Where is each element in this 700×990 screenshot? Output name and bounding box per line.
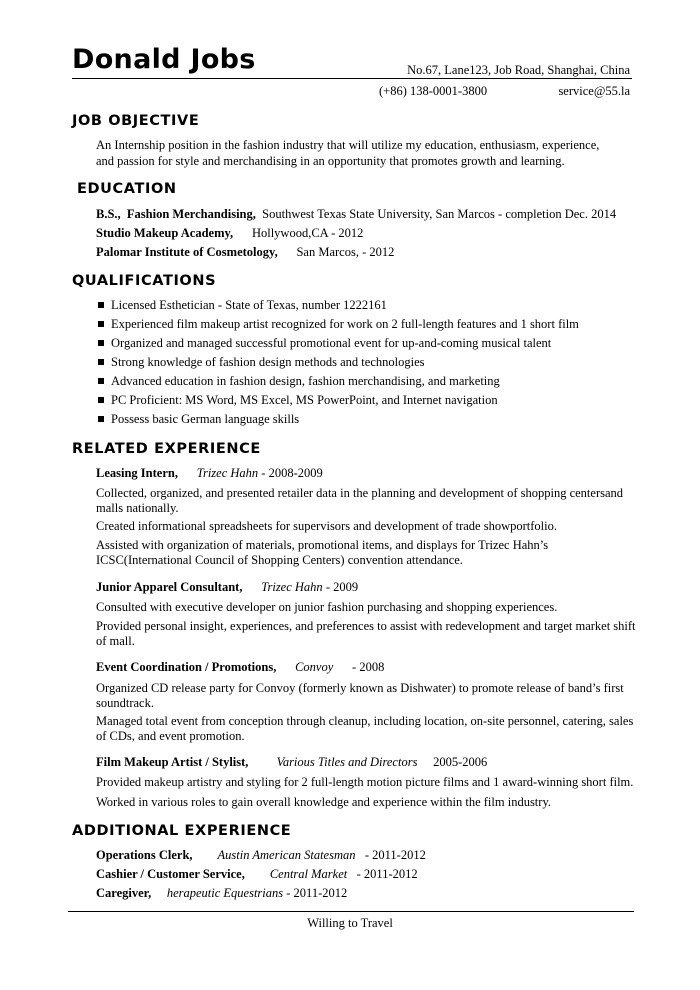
job-dates: - 2011-2012 — [361, 848, 426, 862]
qualification-item: Licensed Esthetician - State of Texas, number 1222161 — [98, 297, 387, 313]
square-bullet-icon — [98, 340, 104, 346]
job-role: Film Makeup Artist / Stylist, — [96, 755, 249, 769]
qualification-item: Advanced education in fashion design, fashion merchandising, and marketing — [98, 373, 500, 389]
section-title-education: EDUCATION — [77, 181, 177, 197]
qualification-item: Experienced film makeup artist recognized for work on 2 full-length features and 1 short film — [98, 316, 579, 332]
job-description-line: of CDs, and event promotion. — [96, 729, 245, 743]
job-heading — [96, 579, 358, 595]
job-company: Convoy — [295, 660, 334, 674]
job-role: Event Coordination / Promotions, — [96, 660, 277, 674]
job-company: Central Market — [269, 867, 348, 881]
education-degree: B.S., — [96, 207, 121, 221]
job-role: Operations Clerk, — [96, 848, 193, 862]
job-dates: 2005-2006 — [433, 755, 488, 769]
education-item — [96, 206, 616, 222]
job-heading — [96, 754, 487, 770]
education-detail: San Marcos, - 2012 — [296, 245, 395, 259]
job-description-line: ICSC(International Council of Shopping Centers) convention attendance. — [96, 553, 463, 567]
education-degree: Studio Makeup Academy, — [96, 226, 234, 240]
address: No.67, Lane123, Job Road, Shanghai, China — [407, 63, 630, 77]
job-description-line: soundtrack. — [96, 696, 154, 710]
square-bullet-icon — [98, 302, 104, 308]
header-divider — [72, 78, 632, 79]
additional-job — [96, 885, 347, 901]
education-item — [96, 225, 363, 241]
section-title-additional-experience: ADDITIONAL EXPERIENCE — [72, 823, 292, 839]
job-heading — [96, 659, 384, 675]
job-company: Various Titles and Directors — [276, 755, 418, 769]
job-description-line: Organized CD release party for Convoy (formerly known as Dishwater) to promote release of band’s first — [96, 681, 624, 695]
job-description-line: Managed total event from conception through cleanup, including location, on-site personnel, catering, sales — [96, 714, 634, 728]
section-title-qualifications: QUALIFICATIONS — [72, 273, 217, 289]
job-company: Trizec Hahn — [196, 466, 259, 480]
square-bullet-icon — [98, 397, 104, 403]
education-field: Fashion Merchandising, — [126, 207, 256, 221]
job-description-line: Worked in various roles to gain overall knowledge and experience within the film industry. — [96, 795, 552, 809]
footer-note: Willing to Travel — [307, 916, 393, 930]
section-title-related-experience: RELATED EXPERIENCE — [72, 441, 261, 457]
job-description-line: Provided personal insight, experiences, and preferences to assist with redevelopment and target market shift — [96, 619, 636, 633]
education-item — [96, 244, 394, 260]
additional-job — [96, 847, 426, 863]
education-detail: Southwest Texas State University, San Marcos - completion Dec. 2014 — [262, 207, 617, 221]
job-dates: - 2008-2009 — [258, 466, 323, 480]
candidate-name: Donald Jobs — [72, 44, 256, 75]
job-dates: - 2011-2012 — [283, 886, 348, 900]
job-company: Austin American Statesman — [217, 848, 356, 862]
job-dates: - 2008 — [352, 660, 385, 674]
job-role: Leasing Intern, — [96, 466, 178, 480]
job-description-line: malls nationally. — [96, 501, 179, 515]
job-description-line: Assisted with organization of materials, promotional items, and displays for Trizec Hahn’s — [96, 538, 549, 552]
job-description-line: Consulted with executive developer on junior fashion purchasing and shopping experiences. — [96, 600, 558, 614]
phone-number: (+86) 138-0001-3800 — [379, 84, 488, 98]
square-bullet-icon — [98, 359, 104, 365]
objective-line: An Internship position in the fashion industry that will utilize my education, enthusiasm, experience, — [96, 138, 600, 152]
job-dates: - 2009 — [322, 580, 359, 594]
qualification-item: PC Proficient: MS Word, MS Excel, MS PowerPoint, and Internet navigation — [98, 392, 498, 408]
job-description-line: Created informational spreadsheets for supervisors and development of trade showportfolio. — [96, 519, 557, 533]
square-bullet-icon — [98, 321, 104, 327]
job-company: herapeutic Equestrians — [166, 886, 284, 900]
job-dates: - 2011-2012 — [353, 867, 418, 881]
job-description-line: Collected, organized, and presented retailer data in the planning and development of shopping centersand — [96, 486, 624, 500]
job-role: Junior Apparel Consultant, — [96, 580, 243, 594]
square-bullet-icon — [98, 416, 104, 422]
job-company: Trizec Hahn — [261, 580, 323, 594]
additional-job — [96, 866, 418, 882]
qualification-item: Organized and managed successful promotional event for up-and-coming musical talent — [98, 335, 551, 351]
education-degree: Palomar Institute of Cosmetology, — [96, 245, 278, 259]
job-description-line: Provided makeup artistry and styling for 2 full-length motion picture films and 1 award-winning short film. — [96, 775, 634, 789]
qualification-item: Strong knowledge of fashion design methods and technologies — [98, 354, 425, 370]
section-title-objective: JOB OBJECTIVE — [72, 113, 200, 129]
job-description-line: of mall. — [96, 634, 135, 648]
qualification-item: Possess basic German language skills — [98, 411, 299, 427]
objective-line: and passion for style and merchandising in an opportunity that promotes growth and learning. — [96, 154, 565, 168]
education-detail: Hollywood,CA - 2012 — [251, 226, 364, 240]
email-address: service@55.la — [558, 84, 630, 98]
square-bullet-icon — [98, 378, 104, 384]
job-heading — [96, 465, 323, 481]
footer-divider — [68, 911, 634, 912]
job-role: Caregiver, — [96, 886, 152, 900]
job-role: Cashier / Customer Service, — [96, 867, 245, 881]
